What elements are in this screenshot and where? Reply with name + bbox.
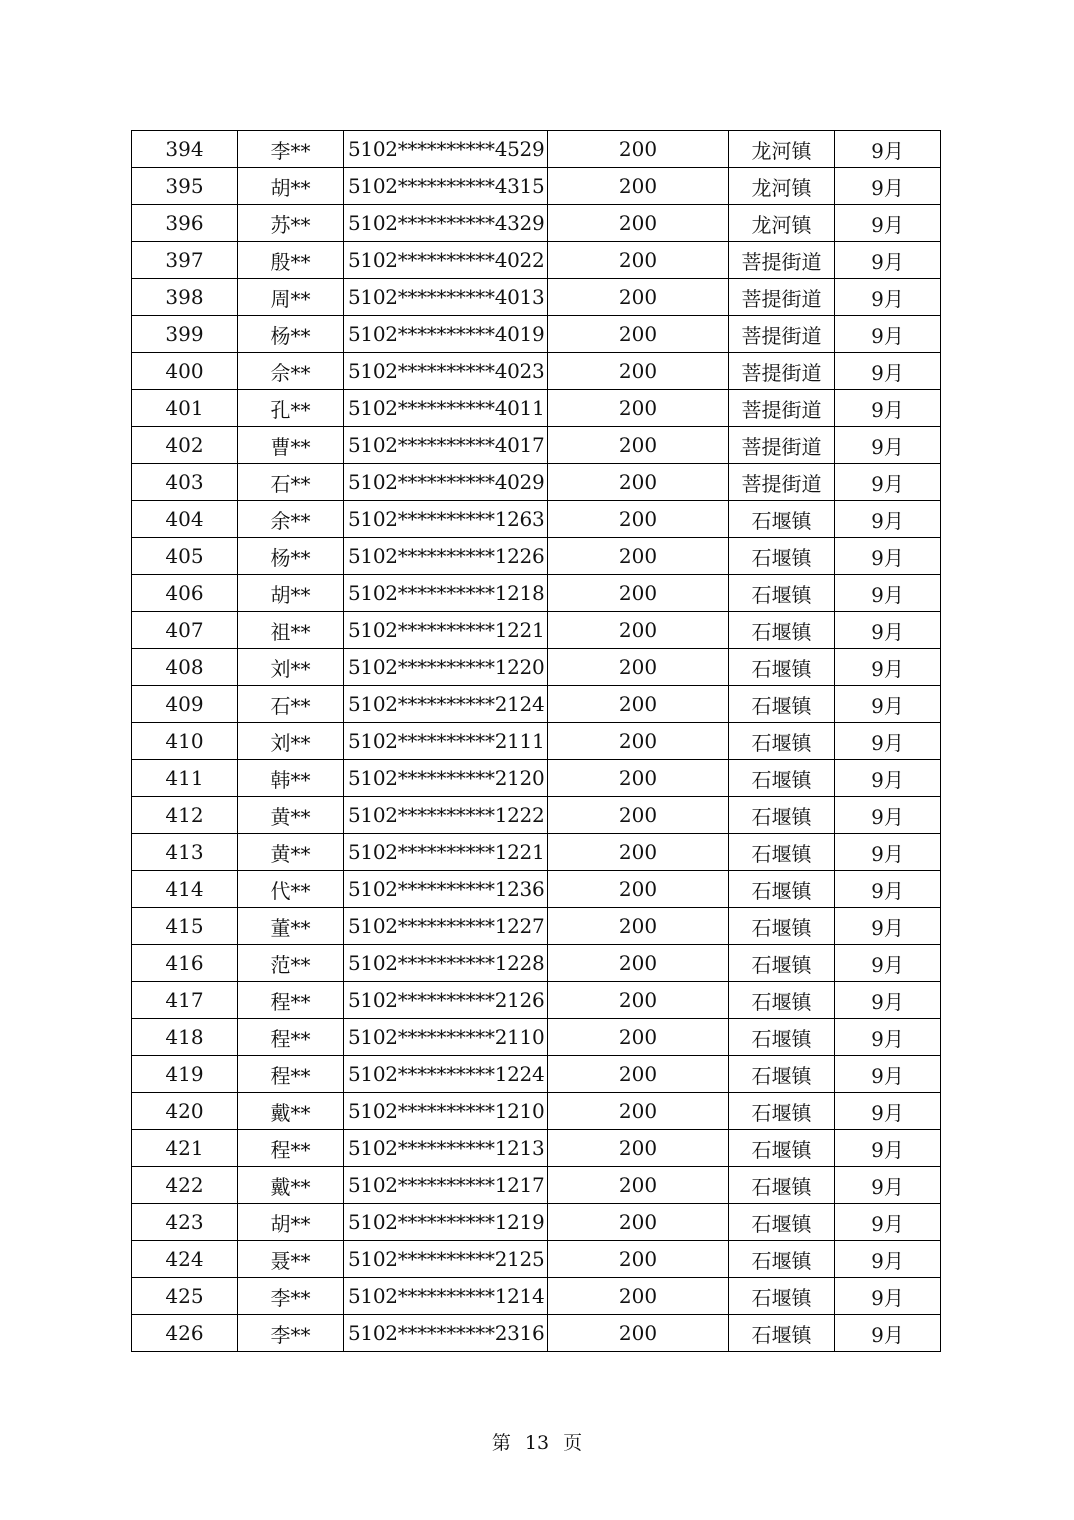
cell-town: 菩提街道: [729, 427, 835, 464]
cell-amount: 200: [548, 1278, 729, 1315]
cell-id-number: 5102**********4017: [344, 427, 548, 464]
cell-serial: 426: [132, 1315, 238, 1352]
cell-name: 曹**: [238, 427, 344, 464]
cell-name: 周**: [238, 279, 344, 316]
table-row: [132, 279, 941, 316]
table-row: [132, 908, 941, 945]
cell-serial: 407: [132, 612, 238, 649]
table-row: [132, 945, 941, 982]
cell-amount: 200: [548, 1019, 729, 1056]
cell-amount: 200: [548, 131, 729, 168]
cell-amount: 200: [548, 686, 729, 723]
cell-serial: 404: [132, 501, 238, 538]
cell-id-number: 5102**********1220: [344, 649, 548, 686]
table-row: [132, 390, 941, 427]
cell-amount: 200: [548, 242, 729, 279]
cell-amount: 200: [548, 871, 729, 908]
cell-serial: 424: [132, 1241, 238, 1278]
cell-town: 石堰镇: [729, 501, 835, 538]
cell-town: 石堰镇: [729, 908, 835, 945]
cell-month: 9月: [835, 686, 941, 723]
cell-town: 石堰镇: [729, 1167, 835, 1204]
cell-name: 杨**: [238, 538, 344, 575]
data-table: [131, 130, 941, 1352]
table-row: [132, 612, 941, 649]
cell-month: 9月: [835, 760, 941, 797]
cell-amount: 200: [548, 1167, 729, 1204]
cell-name: 刘**: [238, 723, 344, 760]
cell-serial: 420: [132, 1093, 238, 1130]
cell-serial: 396: [132, 205, 238, 242]
cell-amount: 200: [548, 1241, 729, 1278]
table-row: [132, 723, 941, 760]
cell-town: 菩提街道: [729, 279, 835, 316]
cell-town: 石堰镇: [729, 575, 835, 612]
cell-month: 9月: [835, 908, 941, 945]
table-row: [132, 760, 941, 797]
cell-month: 9月: [835, 353, 941, 390]
cell-id-number: 5102**********4315: [344, 168, 548, 205]
table-row: [132, 797, 941, 834]
table-row: [132, 353, 941, 390]
cell-serial: 408: [132, 649, 238, 686]
cell-town: 石堰镇: [729, 1278, 835, 1315]
cell-amount: 200: [548, 353, 729, 390]
cell-amount: 200: [548, 538, 729, 575]
cell-month: 9月: [835, 834, 941, 871]
cell-month: 9月: [835, 723, 941, 760]
cell-name: 聂**: [238, 1241, 344, 1278]
table-row: [132, 834, 941, 871]
cell-name: 余**: [238, 501, 344, 538]
cell-amount: 200: [548, 982, 729, 1019]
cell-amount: 200: [548, 205, 729, 242]
table-row: [132, 982, 941, 1019]
page-number: 13: [524, 1432, 550, 1454]
cell-month: 9月: [835, 1167, 941, 1204]
table-row: [132, 1019, 941, 1056]
cell-serial: 412: [132, 797, 238, 834]
cell-amount: 200: [548, 1056, 729, 1093]
cell-month: 9月: [835, 501, 941, 538]
cell-amount: 200: [548, 797, 729, 834]
cell-month: 9月: [835, 1315, 941, 1352]
cell-id-number: 5102**********1214: [344, 1278, 548, 1315]
cell-id-number: 5102**********2126: [344, 982, 548, 1019]
cell-id-number: 5102**********1217: [344, 1167, 548, 1204]
cell-name: 程**: [238, 982, 344, 1019]
cell-month: 9月: [835, 945, 941, 982]
cell-id-number: 5102**********4013: [344, 279, 548, 316]
cell-month: 9月: [835, 575, 941, 612]
cell-month: 9月: [835, 649, 941, 686]
table-body: [132, 131, 941, 1352]
cell-amount: 200: [548, 1130, 729, 1167]
page-footer: [0, 1428, 1074, 1455]
cell-town: 石堰镇: [729, 1204, 835, 1241]
table-row: [132, 464, 941, 501]
cell-id-number: 5102**********4011: [344, 390, 548, 427]
page-suffix: 页: [563, 1432, 583, 1454]
table-row: [132, 1130, 941, 1167]
table-row: [132, 1167, 941, 1204]
table-row: [132, 1241, 941, 1278]
cell-town: 石堰镇: [729, 538, 835, 575]
cell-town: 石堰镇: [729, 1241, 835, 1278]
cell-name: 李**: [238, 131, 344, 168]
cell-id-number: 5102**********1222: [344, 797, 548, 834]
cell-town: 石堰镇: [729, 649, 835, 686]
cell-town: 石堰镇: [729, 760, 835, 797]
cell-town: 石堰镇: [729, 686, 835, 723]
cell-id-number: 5102**********1221: [344, 834, 548, 871]
cell-id-number: 5102**********1263: [344, 501, 548, 538]
cell-id-number: 5102**********1227: [344, 908, 548, 945]
cell-town: 龙河镇: [729, 168, 835, 205]
cell-serial: 419: [132, 1056, 238, 1093]
cell-id-number: 5102**********1228: [344, 945, 548, 982]
cell-month: 9月: [835, 464, 941, 501]
cell-town: 菩提街道: [729, 464, 835, 501]
cell-name: 石**: [238, 686, 344, 723]
cell-amount: 200: [548, 316, 729, 353]
cell-name: 殷**: [238, 242, 344, 279]
cell-serial: 421: [132, 1130, 238, 1167]
cell-serial: 405: [132, 538, 238, 575]
cell-town: 石堰镇: [729, 723, 835, 760]
cell-id-number: 5102**********4023: [344, 353, 548, 390]
cell-serial: 415: [132, 908, 238, 945]
table-row: [132, 168, 941, 205]
cell-town: 石堰镇: [729, 1056, 835, 1093]
cell-month: 9月: [835, 1093, 941, 1130]
cell-id-number: 5102**********4029: [344, 464, 548, 501]
cell-town: 石堰镇: [729, 797, 835, 834]
cell-amount: 200: [548, 279, 729, 316]
cell-name: 黄**: [238, 834, 344, 871]
cell-serial: 397: [132, 242, 238, 279]
cell-amount: 200: [548, 390, 729, 427]
cell-name: 戴**: [238, 1167, 344, 1204]
cell-id-number: 5102**********1219: [344, 1204, 548, 1241]
cell-id-number: 5102**********4529: [344, 131, 548, 168]
cell-month: 9月: [835, 427, 941, 464]
cell-name: 胡**: [238, 1204, 344, 1241]
cell-amount: 200: [548, 501, 729, 538]
cell-amount: 200: [548, 908, 729, 945]
table-row: [132, 1093, 941, 1130]
cell-serial: 398: [132, 279, 238, 316]
cell-month: 9月: [835, 279, 941, 316]
cell-id-number: 5102**********4329: [344, 205, 548, 242]
cell-serial: 411: [132, 760, 238, 797]
cell-amount: 200: [548, 649, 729, 686]
cell-amount: 200: [548, 1204, 729, 1241]
cell-amount: 200: [548, 575, 729, 612]
cell-id-number: 5102**********1224: [344, 1056, 548, 1093]
cell-name: 黄**: [238, 797, 344, 834]
cell-id-number: 5102**********2120: [344, 760, 548, 797]
cell-town: 石堰镇: [729, 612, 835, 649]
table-row: [132, 538, 941, 575]
cell-serial: 406: [132, 575, 238, 612]
cell-month: 9月: [835, 205, 941, 242]
cell-amount: 200: [548, 1315, 729, 1352]
cell-name: 董**: [238, 908, 344, 945]
cell-id-number: 5102**********1213: [344, 1130, 548, 1167]
cell-serial: 413: [132, 834, 238, 871]
cell-amount: 200: [548, 612, 729, 649]
cell-name: 祖**: [238, 612, 344, 649]
cell-serial: 425: [132, 1278, 238, 1315]
cell-amount: 200: [548, 834, 729, 871]
cell-town: 菩提街道: [729, 316, 835, 353]
cell-id-number: 5102**********2110: [344, 1019, 548, 1056]
table-row: [132, 501, 941, 538]
cell-month: 9月: [835, 390, 941, 427]
table-row: [132, 131, 941, 168]
cell-serial: 401: [132, 390, 238, 427]
cell-name: 代**: [238, 871, 344, 908]
cell-name: 胡**: [238, 575, 344, 612]
cell-month: 9月: [835, 982, 941, 1019]
cell-town: 石堰镇: [729, 1130, 835, 1167]
cell-amount: 200: [548, 168, 729, 205]
cell-serial: 417: [132, 982, 238, 1019]
cell-town: 菩提街道: [729, 353, 835, 390]
cell-serial: 409: [132, 686, 238, 723]
cell-amount: 200: [548, 1093, 729, 1130]
cell-amount: 200: [548, 427, 729, 464]
cell-month: 9月: [835, 1056, 941, 1093]
cell-month: 9月: [835, 131, 941, 168]
cell-month: 9月: [835, 1130, 941, 1167]
cell-month: 9月: [835, 797, 941, 834]
cell-month: 9月: [835, 1019, 941, 1056]
table-row: [132, 649, 941, 686]
cell-town: 石堰镇: [729, 1315, 835, 1352]
cell-id-number: 5102**********2111: [344, 723, 548, 760]
cell-name: 佘**: [238, 353, 344, 390]
cell-name: 程**: [238, 1019, 344, 1056]
table-row: [132, 427, 941, 464]
cell-amount: 200: [548, 723, 729, 760]
cell-town: 石堰镇: [729, 871, 835, 908]
cell-id-number: 5102**********1218: [344, 575, 548, 612]
cell-id-number: 5102**********2316: [344, 1315, 548, 1352]
table-row: [132, 1204, 941, 1241]
cell-serial: 422: [132, 1167, 238, 1204]
cell-serial: 414: [132, 871, 238, 908]
table-row: [132, 686, 941, 723]
cell-amount: 200: [548, 945, 729, 982]
cell-town: 石堰镇: [729, 982, 835, 1019]
cell-month: 9月: [835, 1241, 941, 1278]
cell-serial: 399: [132, 316, 238, 353]
cell-serial: 395: [132, 168, 238, 205]
cell-town: 龙河镇: [729, 205, 835, 242]
cell-id-number: 5102**********1226: [344, 538, 548, 575]
cell-month: 9月: [835, 1204, 941, 1241]
cell-town: 石堰镇: [729, 1093, 835, 1130]
cell-town: 菩提街道: [729, 242, 835, 279]
cell-name: 石**: [238, 464, 344, 501]
table-row: [132, 1056, 941, 1093]
cell-name: 戴**: [238, 1093, 344, 1130]
cell-name: 程**: [238, 1056, 344, 1093]
cell-month: 9月: [835, 538, 941, 575]
cell-name: 韩**: [238, 760, 344, 797]
cell-serial: 403: [132, 464, 238, 501]
cell-serial: 402: [132, 427, 238, 464]
cell-serial: 416: [132, 945, 238, 982]
cell-serial: 400: [132, 353, 238, 390]
cell-month: 9月: [835, 612, 941, 649]
cell-serial: 410: [132, 723, 238, 760]
cell-name: 刘**: [238, 649, 344, 686]
cell-town: 龙河镇: [729, 131, 835, 168]
table-row: [132, 575, 941, 612]
cell-town: 石堰镇: [729, 834, 835, 871]
cell-name: 孔**: [238, 390, 344, 427]
cell-serial: 423: [132, 1204, 238, 1241]
cell-amount: 200: [548, 760, 729, 797]
cell-id-number: 5102**********1210: [344, 1093, 548, 1130]
cell-id-number: 5102**********4019: [344, 316, 548, 353]
cell-name: 李**: [238, 1315, 344, 1352]
cell-name: 李**: [238, 1278, 344, 1315]
page-prefix: 第: [491, 1432, 511, 1454]
cell-name: 胡**: [238, 168, 344, 205]
cell-month: 9月: [835, 168, 941, 205]
cell-town: 石堰镇: [729, 1019, 835, 1056]
cell-month: 9月: [835, 871, 941, 908]
cell-name: 苏**: [238, 205, 344, 242]
cell-id-number: 5102**********2124: [344, 686, 548, 723]
cell-name: 杨**: [238, 316, 344, 353]
cell-id-number: 5102**********4022: [344, 242, 548, 279]
table-row: [132, 316, 941, 353]
cell-serial: 418: [132, 1019, 238, 1056]
cell-amount: 200: [548, 464, 729, 501]
cell-month: 9月: [835, 316, 941, 353]
cell-id-number: 5102**********2125: [344, 1241, 548, 1278]
cell-id-number: 5102**********1221: [344, 612, 548, 649]
table-row: [132, 1315, 941, 1352]
table-row: [132, 205, 941, 242]
cell-id-number: 5102**********1236: [344, 871, 548, 908]
table-row: [132, 871, 941, 908]
cell-town: 菩提街道: [729, 390, 835, 427]
cell-month: 9月: [835, 242, 941, 279]
table-row: [132, 242, 941, 279]
cell-town: 石堰镇: [729, 945, 835, 982]
cell-name: 范**: [238, 945, 344, 982]
table-row: [132, 1278, 941, 1315]
cell-month: 9月: [835, 1278, 941, 1315]
cell-name: 程**: [238, 1130, 344, 1167]
cell-serial: 394: [132, 131, 238, 168]
